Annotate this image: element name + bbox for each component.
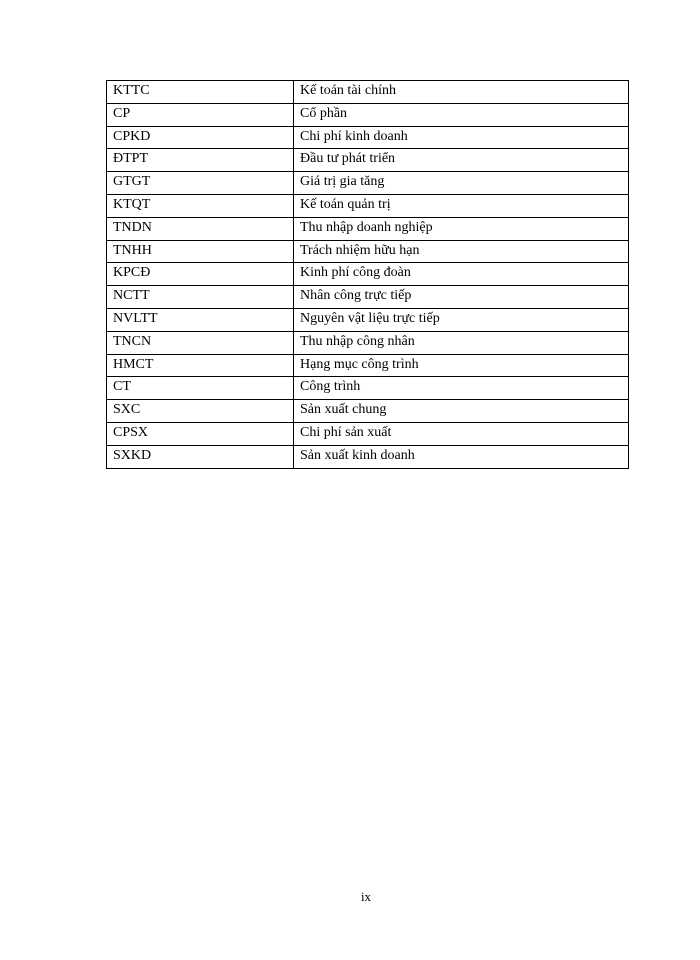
meaning-cell: Nguyên vật liệu trực tiếp <box>294 308 629 331</box>
abbreviation-cell: TNHH <box>107 240 294 263</box>
abbreviation-cell: TNCN <box>107 331 294 354</box>
page-number: ix <box>360 889 372 904</box>
table-row <box>107 400 629 423</box>
table-row <box>107 217 629 240</box>
abbreviation-cell: SXC <box>107 400 294 423</box>
table-row <box>107 445 629 468</box>
table-row <box>107 194 629 217</box>
abbreviation-cell: CT <box>107 377 294 400</box>
abbreviation-cell: NCTT <box>107 286 294 309</box>
abbreviation-cell: KTQT <box>107 194 294 217</box>
abbreviation-cell: TNDN <box>107 217 294 240</box>
meaning-cell: Chi phí sản xuất <box>294 422 629 445</box>
table-row <box>107 286 629 309</box>
meaning-cell: Giá trị gia tăng <box>294 172 629 195</box>
meaning-cell: Trách nhiệm hữu hạn <box>294 240 629 263</box>
abbreviation-cell: GTGT <box>107 172 294 195</box>
table-row <box>107 308 629 331</box>
meaning-cell: Kế toán tài chính <box>294 81 629 104</box>
meaning-cell: Cổ phần <box>294 103 629 126</box>
meaning-cell: Sản xuất chung <box>294 400 629 423</box>
abbreviation-cell: CPSX <box>107 422 294 445</box>
abbreviation-table-body <box>107 81 629 469</box>
table-row <box>107 331 629 354</box>
meaning-cell: Công trình <box>294 377 629 400</box>
meaning-cell: Chi phí kinh doanh <box>294 126 629 149</box>
meaning-cell: Kế toán quản trị <box>294 194 629 217</box>
abbreviation-cell: KPCĐ <box>107 263 294 286</box>
abbreviation-cell: HMCT <box>107 354 294 377</box>
table-row <box>107 81 629 104</box>
table-row <box>107 422 629 445</box>
meaning-cell: Đầu tư phát triển <box>294 149 629 172</box>
meaning-cell: Sản xuất kinh doanh <box>294 445 629 468</box>
meaning-cell: Thu nhập doanh nghiệp <box>294 217 629 240</box>
abbreviation-table <box>106 80 629 469</box>
table-row <box>107 263 629 286</box>
abbreviation-cell: ĐTPT <box>107 149 294 172</box>
meaning-cell: Thu nhập công nhân <box>294 331 629 354</box>
abbreviation-cell: SXKD <box>107 445 294 468</box>
abbreviation-cell: KTTC <box>107 81 294 104</box>
table-row <box>107 354 629 377</box>
table-row <box>107 377 629 400</box>
table-row <box>107 126 629 149</box>
table-row <box>107 149 629 172</box>
table-row <box>107 103 629 126</box>
abbreviation-cell: CP <box>107 103 294 126</box>
meaning-cell: Hạng mục công trình <box>294 354 629 377</box>
meaning-cell: Kinh phí công đoàn <box>294 263 629 286</box>
abbreviation-cell: NVLTT <box>107 308 294 331</box>
table-row <box>107 172 629 195</box>
meaning-cell: Nhân công trực tiếp <box>294 286 629 309</box>
abbreviation-cell: CPKD <box>107 126 294 149</box>
table-row <box>107 240 629 263</box>
